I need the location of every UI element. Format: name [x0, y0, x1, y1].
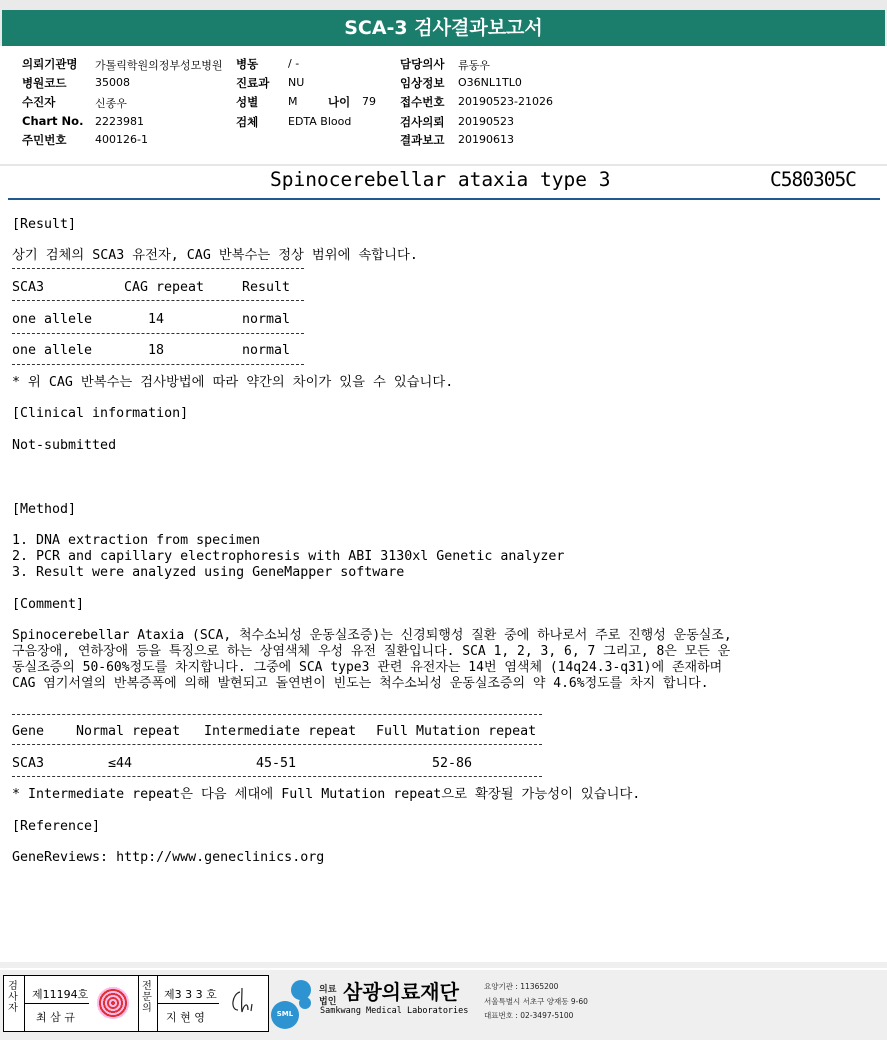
receipt-no-label: 접수번호 [400, 95, 445, 109]
table-divider [12, 776, 542, 777]
chart-no-value: 2223981 [95, 115, 144, 128]
doctor-value: 류동우 [458, 59, 490, 72]
specimen-value: EDTA Blood [288, 115, 352, 128]
method-step: 1. DNA extraction from specimen [12, 533, 261, 548]
table-divider [12, 268, 304, 269]
signature-icon [226, 984, 262, 1020]
reference-text: GeneReviews: http://www.geneclinics.org [12, 850, 325, 865]
chart-no-label: Chart No. [22, 114, 84, 128]
hospital-code-label: 병원코드 [22, 76, 67, 90]
result-summary: 상기 검체의 SCA3 유전자, CAG 반복수는 정상 범위에 속합니다. [12, 248, 418, 263]
request-date-label: 검사의뢰 [400, 115, 445, 129]
result-row-allele: one allele [12, 312, 93, 327]
footer-divider [0, 968, 887, 970]
result-row-result: normal [242, 343, 291, 358]
requester-value: 가톨릭학원의정부성모병원 [95, 59, 223, 72]
org-phone: 대표번호 : 02-3497-5100 [484, 1011, 574, 1020]
reference-heading: [Reference] [12, 819, 101, 834]
logo-text: SML [276, 1010, 294, 1018]
patient-label: 수진자 [22, 95, 56, 109]
result-header-result: Result [242, 280, 291, 295]
repeat-row-intermediate: 45-51 [256, 756, 297, 771]
table-divider [12, 364, 304, 365]
result-heading: [Result] [12, 217, 77, 232]
divider [0, 164, 887, 166]
org-english-name: Samkwang Medical Laboratories [320, 1006, 469, 1016]
report-date-value: 20190613 [458, 133, 514, 146]
org-code: 요양기관 : 11365200 [484, 982, 559, 991]
age-label: 나이 [328, 95, 351, 109]
certification-box [3, 975, 269, 1032]
cert-divider [157, 1003, 219, 1004]
comment-heading: [Comment] [12, 597, 85, 612]
clinical-info-label: 임상정보 [400, 76, 445, 90]
org-type-small: 의료 [319, 985, 337, 995]
table-divider [12, 300, 304, 301]
cert2-vertical-label: 전문의 [142, 981, 152, 1014]
title-underline [8, 198, 880, 200]
cert-divider [138, 976, 139, 1031]
receipt-no-value: 20190523-21026 [458, 95, 553, 108]
hospital-code-value: 35008 [95, 76, 130, 89]
result-row-cag: 18 [148, 343, 165, 358]
repeat-header-full: Full Mutation repeat [376, 724, 537, 739]
comment-line: Spinocerebellar Ataxia (SCA, 척수소뇌성 운동실조증)는 신경퇴행성 질환 중에 하나로서 주로 진행성 운동실조, [12, 628, 732, 643]
result-row-allele: one allele [12, 343, 93, 358]
repeat-row-gene: SCA3 [12, 756, 45, 771]
table-divider [12, 744, 542, 745]
org-name: 삼광의료재단 [343, 980, 459, 1004]
comment-note: * Intermediate repeat은 다음 세대에 Full Mutation repeat으로 확장될 가능성이 있습니다. [12, 787, 641, 802]
ward-value: / - [288, 57, 300, 70]
table-divider [12, 333, 304, 334]
result-row-cag: 14 [148, 312, 165, 327]
dept-value: NU [288, 76, 305, 89]
comment-line: CAG 염기서열의 반복증폭에 의해 발현되고 돌연변이 빈도는 척수소뇌성 운동실조증의 약 4.6%정도를 차지 합니다. [12, 676, 709, 691]
method-heading: [Method] [12, 502, 77, 517]
seal-stamp-icon [97, 987, 129, 1019]
report-title: SCA-3 검사결과보고서 [2, 10, 885, 46]
cert2-name: 지 현 영 [166, 1011, 205, 1024]
id-number-label: 주민번호 [22, 133, 67, 147]
test-name: Spinocerebellar ataxia type 3 [270, 168, 611, 191]
cert2-license-no: 제3 3 3 호 [164, 988, 217, 1001]
result-header-gene: SCA3 [12, 280, 45, 295]
specimen-label: 검체 [236, 115, 259, 129]
repeat-header-normal: Normal repeat [76, 724, 181, 739]
requester-label: 의뢰기관명 [22, 57, 78, 71]
comment-line: 구음장애, 연하장애 등을 특징으로 하는 상염색체 우성 유전 질환입니다. SCA 1, 2, 3, 6, 7 그리고, 8은 모든 운 [12, 644, 731, 659]
table-divider [12, 714, 542, 715]
repeat-row-full: 52-86 [432, 756, 473, 771]
result-row-result: normal [242, 312, 291, 327]
method-step: 3. Result were analyzed using GeneMapper software [12, 565, 405, 580]
age-value: 79 [362, 95, 376, 108]
sex-label: 성별 [236, 95, 259, 109]
ward-label: 병동 [236, 57, 259, 71]
request-date-value: 20190523 [458, 115, 514, 128]
comment-line: 동실조증의 50-60%정도를 차지합니다. 그중에 SCA type3 관련 유전자는 14번 염색체 (14q24.3-q31)에 존재하며 [12, 660, 723, 675]
result-note: * 위 CAG 반복수는 검사방법에 따라 약간의 차이가 있을 수 있습니다. [12, 375, 454, 390]
test-code: C580305C [770, 168, 856, 191]
cert1-vertical-label: 검사자 [8, 981, 18, 1014]
method-step: 2. PCR and capillary electrophoresis with ABI 3130xl Genetic analyzer [12, 549, 565, 564]
result-header-cag: CAG repeat [124, 280, 205, 295]
patient-info-panel [0, 46, 887, 164]
id-number-value: 400126-1 [95, 133, 148, 146]
doctor-label: 담당의사 [400, 57, 445, 71]
repeat-row-normal: ≤44 [108, 756, 133, 771]
patient-value: 신종우 [95, 97, 127, 110]
clinical-info-value: O36NL1TL0 [458, 76, 522, 89]
org-address: 서울특별시 서초구 양재동 9-60 [484, 997, 588, 1006]
cert-divider [24, 1003, 89, 1004]
dept-label: 진료과 [236, 76, 270, 90]
repeat-header-intermediate: Intermediate repeat [204, 724, 357, 739]
clinical-text: Not-submitted [12, 438, 117, 453]
clinical-heading: [Clinical information] [12, 406, 189, 421]
repeat-header-gene: Gene [12, 724, 45, 739]
cert1-license-no: 제11194호 [32, 988, 89, 1001]
org-type-small: 법인 [319, 997, 337, 1007]
report-date-label: 결과보고 [400, 133, 445, 147]
sex-value: M [288, 95, 298, 108]
cert1-name: 최 삼 규 [36, 1011, 75, 1024]
